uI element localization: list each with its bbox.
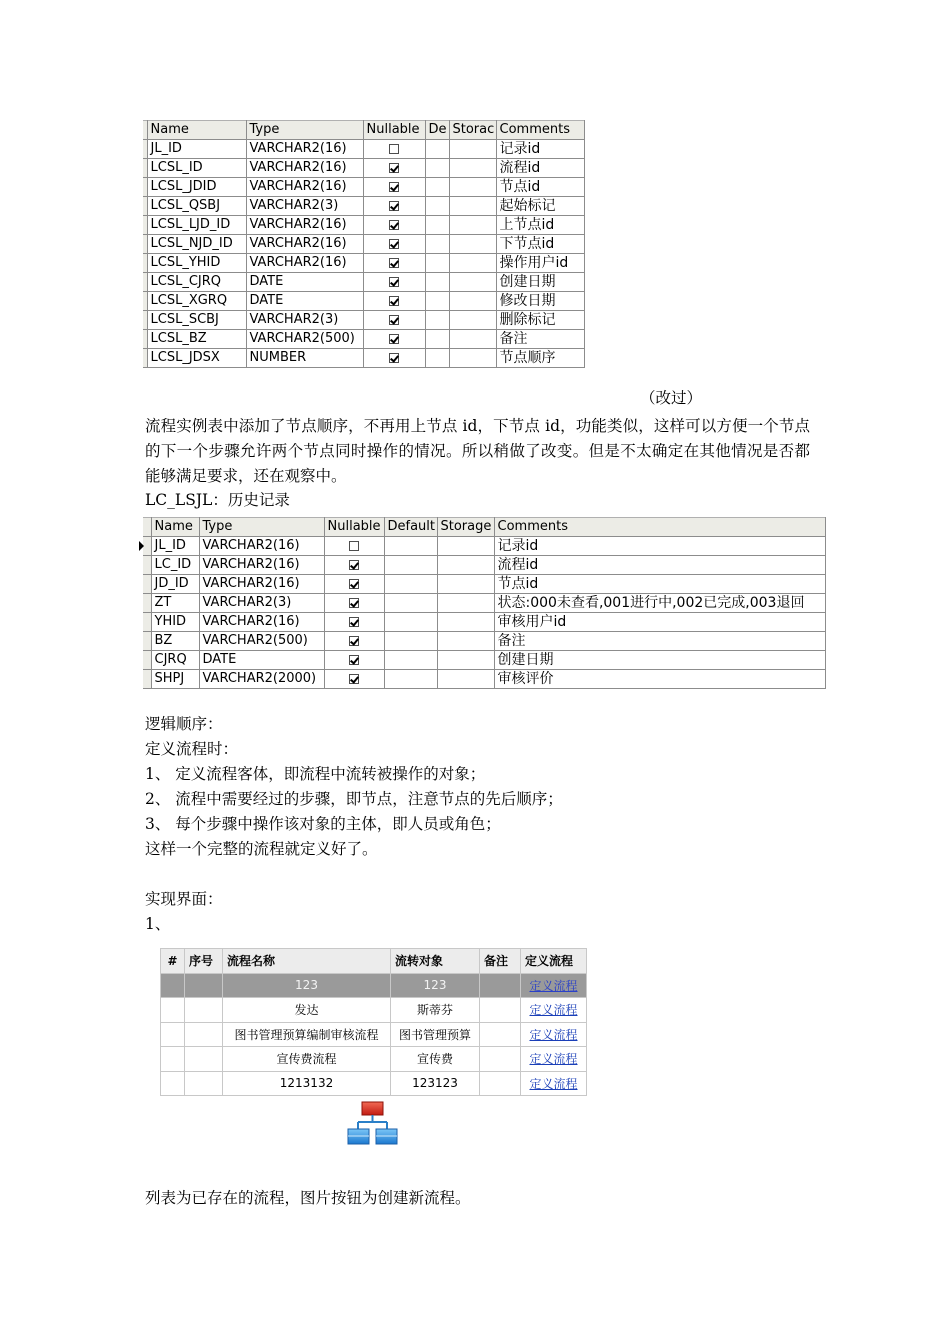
column-name-cell[interactable]: LCSL_SCBJ (147, 311, 246, 330)
table1-header-row (143, 121, 584, 140)
row-indicator (143, 537, 151, 556)
default-cell[interactable] (425, 159, 449, 178)
nullable-cell (363, 159, 425, 178)
default-cell[interactable] (425, 273, 449, 292)
storage-cell[interactable] (449, 140, 496, 159)
column-row[interactable] (143, 613, 825, 632)
storage-cell[interactable] (437, 651, 494, 670)
table-lsjl-columns (143, 517, 826, 689)
storage-cell[interactable] (437, 594, 494, 613)
column-type-cell[interactable]: VARCHAR2(16) (246, 254, 363, 273)
row-indicator (143, 594, 151, 613)
comment-cell[interactable]: 修改日期 (496, 292, 584, 311)
flow-index-cell (161, 1071, 185, 1096)
nullable-cell (363, 235, 425, 254)
column-type-cell[interactable]: NUMBER (246, 349, 363, 368)
column-row[interactable] (143, 594, 825, 613)
default-cell[interactable] (425, 216, 449, 235)
flow-row[interactable] (161, 1022, 587, 1047)
column-name-cell[interactable]: JD_ID (151, 575, 199, 594)
nullable-checkbox[interactable] (349, 598, 359, 608)
comment-cell[interactable]: 起始标记 (496, 197, 584, 216)
col-type-header[interactable]: Type (199, 518, 324, 537)
nullable-cell (363, 216, 425, 235)
default-cell[interactable] (384, 670, 437, 689)
column-row[interactable] (143, 254, 584, 273)
column-name-cell[interactable]: BZ (151, 632, 199, 651)
logic-heading: 逻辑顺序： (145, 715, 223, 733)
column-row[interactable] (143, 556, 825, 575)
flow-index-cell (161, 1047, 185, 1072)
nullable-cell (324, 556, 384, 575)
column-row[interactable] (143, 670, 825, 689)
comment-cell[interactable]: 记录id (496, 140, 584, 159)
default-cell[interactable] (425, 311, 449, 330)
col-comments-header[interactable]: Comments (496, 121, 584, 140)
col-define-header: 定义流程 (521, 949, 587, 974)
flow-list-table (160, 948, 587, 1096)
flow-define-cell (521, 1047, 587, 1072)
table1-body (143, 140, 584, 368)
storage-cell[interactable] (437, 575, 494, 594)
define-flow-link[interactable]: 定义流程 (529, 1003, 578, 1018)
row-indicator (143, 613, 151, 632)
flow-index-cell (161, 998, 185, 1023)
comment-cell[interactable]: 删除标记 (496, 311, 584, 330)
flow-name-cell: 1213132 (223, 1071, 391, 1096)
column-row[interactable] (143, 292, 584, 311)
storage-cell[interactable] (449, 330, 496, 349)
default-cell[interactable] (384, 651, 437, 670)
column-row[interactable] (143, 537, 825, 556)
comment-cell[interactable]: 节点id (496, 178, 584, 197)
storage-cell[interactable] (449, 197, 496, 216)
col-storage-header[interactable]: Storage (437, 518, 494, 537)
column-name-cell[interactable]: LCSL_QSBJ (147, 197, 246, 216)
nullable-checkbox[interactable] (349, 674, 359, 684)
comment-cell[interactable]: 状态:000未查看,001进行中,002已完成,003退回 (494, 594, 825, 613)
table2-title: LC_LSJL：历史记录 (145, 491, 290, 509)
row-indicator (143, 670, 151, 689)
column-row[interactable] (143, 273, 584, 292)
row-indicator (143, 651, 151, 670)
flow-header-row (161, 949, 587, 974)
modified-caption: （改过） (640, 389, 703, 407)
flow-row[interactable] (161, 998, 587, 1023)
storage-cell[interactable] (449, 216, 496, 235)
column-row[interactable] (143, 311, 584, 330)
column-name-cell[interactable]: LCSL_NJD_ID (147, 235, 246, 254)
col-nullable-header[interactable]: Nullable (324, 518, 384, 537)
nullable-checkbox[interactable] (389, 220, 399, 230)
paragraph-explanation: 流程实例表中添加了节点顺序，不再用上节点 id，下节点 id，功能类似，这样可以方便一个节点的下一个步骤允许两个节点同时操作的情况。所以稍做了改变。但是不太确定在其他情况是否都能够满足要求，还在观察中。 (145, 417, 810, 485)
nullable-checkbox[interactable] (349, 636, 359, 646)
nullable-checkbox[interactable] (389, 277, 399, 287)
col-default-header[interactable]: Default (384, 518, 437, 537)
nullable-cell (324, 594, 384, 613)
col-nullable-header[interactable]: Nullable (363, 121, 425, 140)
nullable-cell (363, 273, 425, 292)
nullable-checkbox[interactable] (389, 144, 399, 154)
default-cell[interactable] (425, 197, 449, 216)
storage-cell[interactable] (437, 613, 494, 632)
column-type-cell[interactable]: VARCHAR2(16) (246, 178, 363, 197)
current-row-pointer-icon (139, 541, 144, 551)
comment-cell[interactable]: 流程id (496, 159, 584, 178)
flow-note-cell (480, 1047, 521, 1072)
nullable-cell (324, 632, 384, 651)
default-cell[interactable] (384, 632, 437, 651)
storage-cell[interactable] (437, 537, 494, 556)
comment-cell[interactable]: 备注 (494, 632, 825, 651)
column-name-cell[interactable]: LCSL_JDID (147, 178, 246, 197)
storage-cell[interactable] (437, 670, 494, 689)
nullable-cell (363, 349, 425, 368)
flow-note-cell (480, 973, 521, 998)
column-type-cell[interactable]: DATE (246, 273, 363, 292)
flow-define-cell (521, 973, 587, 998)
flow-seq-cell (185, 973, 223, 998)
flow-note-cell (480, 1022, 521, 1047)
flow-seq-cell (185, 998, 223, 1023)
column-name-cell[interactable]: LCSL_YHID (147, 254, 246, 273)
comment-cell[interactable]: 上节点id (496, 216, 584, 235)
nullable-cell (363, 197, 425, 216)
column-name-cell[interactable]: YHID (151, 613, 199, 632)
col-seq-header: 序号 (185, 949, 223, 974)
flow-object-cell: 图书管理预算 (391, 1022, 480, 1047)
storage-cell[interactable] (449, 254, 496, 273)
col-name-header[interactable]: Name (147, 121, 246, 140)
default-cell[interactable] (425, 140, 449, 159)
define-flow-link[interactable]: 定义流程 (529, 978, 578, 993)
comment-cell[interactable]: 审核评价 (494, 670, 825, 689)
nullable-checkbox[interactable] (349, 560, 359, 570)
column-row[interactable] (143, 140, 584, 159)
table-lcsl-columns (143, 120, 585, 368)
default-cell[interactable] (384, 594, 437, 613)
comment-cell[interactable]: 创建日期 (496, 273, 584, 292)
column-type-cell[interactable]: VARCHAR2(2000) (199, 670, 324, 689)
default-cell[interactable] (425, 349, 449, 368)
comment-cell[interactable]: 节点id (494, 575, 825, 594)
flow-note-cell (480, 1071, 521, 1096)
col-comments-header[interactable]: Comments (494, 518, 825, 537)
column-type-cell[interactable]: VARCHAR2(500) (199, 632, 324, 651)
define-flow-link[interactable]: 定义流程 (529, 1027, 578, 1042)
column-row[interactable] (143, 197, 584, 216)
comment-cell[interactable]: 记录id (494, 537, 825, 556)
define-flow-link[interactable]: 定义流程 (529, 1052, 578, 1067)
new-flow-button[interactable] (347, 1101, 399, 1147)
column-row[interactable] (143, 178, 584, 197)
nullable-checkbox[interactable] (349, 579, 359, 589)
column-name-cell[interactable]: ZT (151, 594, 199, 613)
column-type-cell[interactable]: VARCHAR2(16) (246, 216, 363, 235)
flow-object-cell: 123 (391, 973, 480, 998)
nullable-cell (324, 537, 384, 556)
column-name-cell[interactable]: LCSL_ID (147, 159, 246, 178)
flow-name-cell: 图书管理预算编制审核流程 (223, 1022, 391, 1047)
default-cell[interactable] (425, 254, 449, 273)
column-row[interactable] (143, 330, 584, 349)
comment-cell[interactable]: 审核用户id (494, 613, 825, 632)
nullable-checkbox[interactable] (389, 296, 399, 306)
logic-step-2: 2、 流程中需要经过的步骤，即节点，注意节点的先后顺序； (145, 790, 563, 808)
flow-seq-cell (185, 1047, 223, 1072)
flow-note-cell (480, 998, 521, 1023)
default-cell[interactable] (384, 537, 437, 556)
flow-object-cell: 斯蒂芬 (391, 998, 480, 1023)
nullable-checkbox[interactable] (349, 617, 359, 627)
storage-cell[interactable] (449, 235, 496, 254)
column-name-cell[interactable]: JL_ID (147, 140, 246, 159)
flow-define-cell (521, 1022, 587, 1047)
column-name-cell[interactable]: LCSL_CJRQ (147, 273, 246, 292)
comment-cell[interactable]: 节点顺序 (496, 349, 584, 368)
col-default-header[interactable]: De (425, 121, 449, 140)
nullable-cell (324, 575, 384, 594)
default-cell[interactable] (425, 292, 449, 311)
column-name-cell[interactable]: LCSL_LJD_ID (147, 216, 246, 235)
default-cell[interactable] (384, 575, 437, 594)
column-type-cell[interactable]: DATE (199, 651, 324, 670)
column-type-cell[interactable]: VARCHAR2(16) (246, 159, 363, 178)
row-indicator (143, 575, 151, 594)
nullable-cell (363, 292, 425, 311)
flow-list-body (161, 973, 587, 1096)
column-type-cell[interactable]: DATE (246, 292, 363, 311)
default-cell[interactable] (425, 235, 449, 254)
nullable-cell (363, 178, 425, 197)
logic-step-1: 1、 定义流程客体，即流程中流转被操作的对象； (145, 765, 486, 783)
column-row[interactable] (143, 575, 825, 594)
storage-cell[interactable] (449, 311, 496, 330)
define-flow-link[interactable]: 定义流程 (529, 1076, 578, 1091)
flow-object-cell: 宣传费 (391, 1047, 480, 1072)
flow-object-cell: 123123 (391, 1071, 480, 1096)
column-type-cell[interactable]: VARCHAR2(16) (199, 613, 324, 632)
footer-note: 列表为已存在的流程，图片按钮为创建新流程。 (145, 1189, 471, 1207)
column-row[interactable] (143, 216, 584, 235)
column-row[interactable] (143, 349, 584, 368)
nullable-checkbox[interactable] (389, 163, 399, 173)
column-type-cell[interactable]: VARCHAR2(16) (246, 140, 363, 159)
column-name-cell[interactable]: LC_ID (151, 556, 199, 575)
nullable-cell (324, 651, 384, 670)
flow-index-cell (161, 973, 185, 998)
comment-cell[interactable]: 流程id (494, 556, 825, 575)
col-note-header: 备注 (480, 949, 521, 974)
flow-row[interactable] (161, 1047, 587, 1072)
org-chart-icon (347, 1101, 399, 1147)
flow-seq-cell (185, 1071, 223, 1096)
nullable-cell (363, 311, 425, 330)
comment-cell[interactable]: 操作用户id (496, 254, 584, 273)
default-cell[interactable] (425, 178, 449, 197)
col-object-header: 流转对象 (391, 949, 480, 974)
column-type-cell[interactable]: VARCHAR2(16) (199, 556, 324, 575)
column-name-cell[interactable]: JL_ID (151, 537, 199, 556)
flow-name-cell: 宣传费流程 (223, 1047, 391, 1072)
nullable-checkbox[interactable] (349, 655, 359, 665)
column-name-cell[interactable]: LCSL_XGRQ (147, 292, 246, 311)
storage-cell[interactable] (437, 632, 494, 651)
col-flow-name-header: 流程名称 (223, 949, 391, 974)
col-type-header[interactable]: Type (246, 121, 363, 140)
col-index-header: # (161, 949, 185, 974)
column-type-cell[interactable]: VARCHAR2(3) (199, 594, 324, 613)
flow-define-cell (521, 1071, 587, 1096)
storage-cell[interactable] (449, 349, 496, 368)
comment-cell[interactable]: 备注 (496, 330, 584, 349)
row-indicator (143, 556, 151, 575)
col-storage-header[interactable]: Storac (449, 121, 496, 140)
column-row[interactable] (143, 159, 584, 178)
flow-row[interactable] (161, 1071, 587, 1096)
column-type-cell[interactable]: VARCHAR2(16) (199, 575, 324, 594)
default-cell[interactable] (384, 613, 437, 632)
column-type-cell[interactable]: VARCHAR2(16) (246, 235, 363, 254)
column-name-cell[interactable]: CJRQ (151, 651, 199, 670)
nullable-checkbox[interactable] (389, 315, 399, 325)
col-name-header[interactable]: Name (151, 518, 199, 537)
flow-row[interactable] (161, 973, 587, 998)
comment-cell[interactable]: 下节点id (496, 235, 584, 254)
default-cell[interactable] (384, 556, 437, 575)
nullable-cell (324, 670, 384, 689)
ui-number: 1、 (145, 915, 171, 933)
nullable-checkbox[interactable] (389, 201, 399, 211)
default-cell[interactable] (425, 330, 449, 349)
flow-seq-cell (185, 1022, 223, 1047)
column-type-cell[interactable]: VARCHAR2(500) (246, 330, 363, 349)
nullable-cell (363, 254, 425, 273)
nullable-checkbox[interactable] (389, 239, 399, 249)
column-type-cell[interactable]: VARCHAR2(3) (246, 311, 363, 330)
column-name-cell[interactable]: LCSL_BZ (147, 330, 246, 349)
nullable-cell (363, 140, 425, 159)
flow-define-cell (521, 998, 587, 1023)
column-type-cell[interactable]: VARCHAR2(16) (199, 537, 324, 556)
logic-conclusion: 这样一个完整的流程就定义好了。 (145, 840, 378, 858)
table2-header-row (143, 518, 825, 537)
nullable-checkbox[interactable] (389, 258, 399, 268)
nullable-checkbox[interactable] (389, 334, 399, 344)
column-row[interactable] (143, 632, 825, 651)
nullable-checkbox[interactable] (389, 353, 399, 363)
flow-name-cell: 123 (223, 973, 391, 998)
storage-cell[interactable] (449, 178, 496, 197)
column-row[interactable] (143, 651, 825, 670)
nullable-cell (324, 613, 384, 632)
nullable-cell (363, 330, 425, 349)
nullable-checkbox[interactable] (349, 541, 359, 551)
column-name-cell[interactable]: LCSL_JDSX (147, 349, 246, 368)
storage-cell[interactable] (437, 556, 494, 575)
column-name-cell[interactable]: SHPJ (151, 670, 199, 689)
logic-step-3: 3、 每个步骤中操作该对象的主体，即人员或角色； (145, 815, 501, 833)
row-indicator-header (143, 518, 151, 537)
nullable-checkbox[interactable] (389, 182, 399, 192)
column-type-cell[interactable]: VARCHAR2(3) (246, 197, 363, 216)
storage-cell[interactable] (449, 273, 496, 292)
table2-body (143, 537, 825, 689)
storage-cell[interactable] (449, 159, 496, 178)
flow-name-cell: 发达 (223, 998, 391, 1023)
row-indicator (143, 632, 151, 651)
storage-cell[interactable] (449, 292, 496, 311)
flow-index-cell (161, 1022, 185, 1047)
logic-subheading: 定义流程时： (145, 740, 239, 758)
column-row[interactable] (143, 235, 584, 254)
comment-cell[interactable]: 创建日期 (494, 651, 825, 670)
ui-heading: 实现界面： (145, 890, 223, 908)
